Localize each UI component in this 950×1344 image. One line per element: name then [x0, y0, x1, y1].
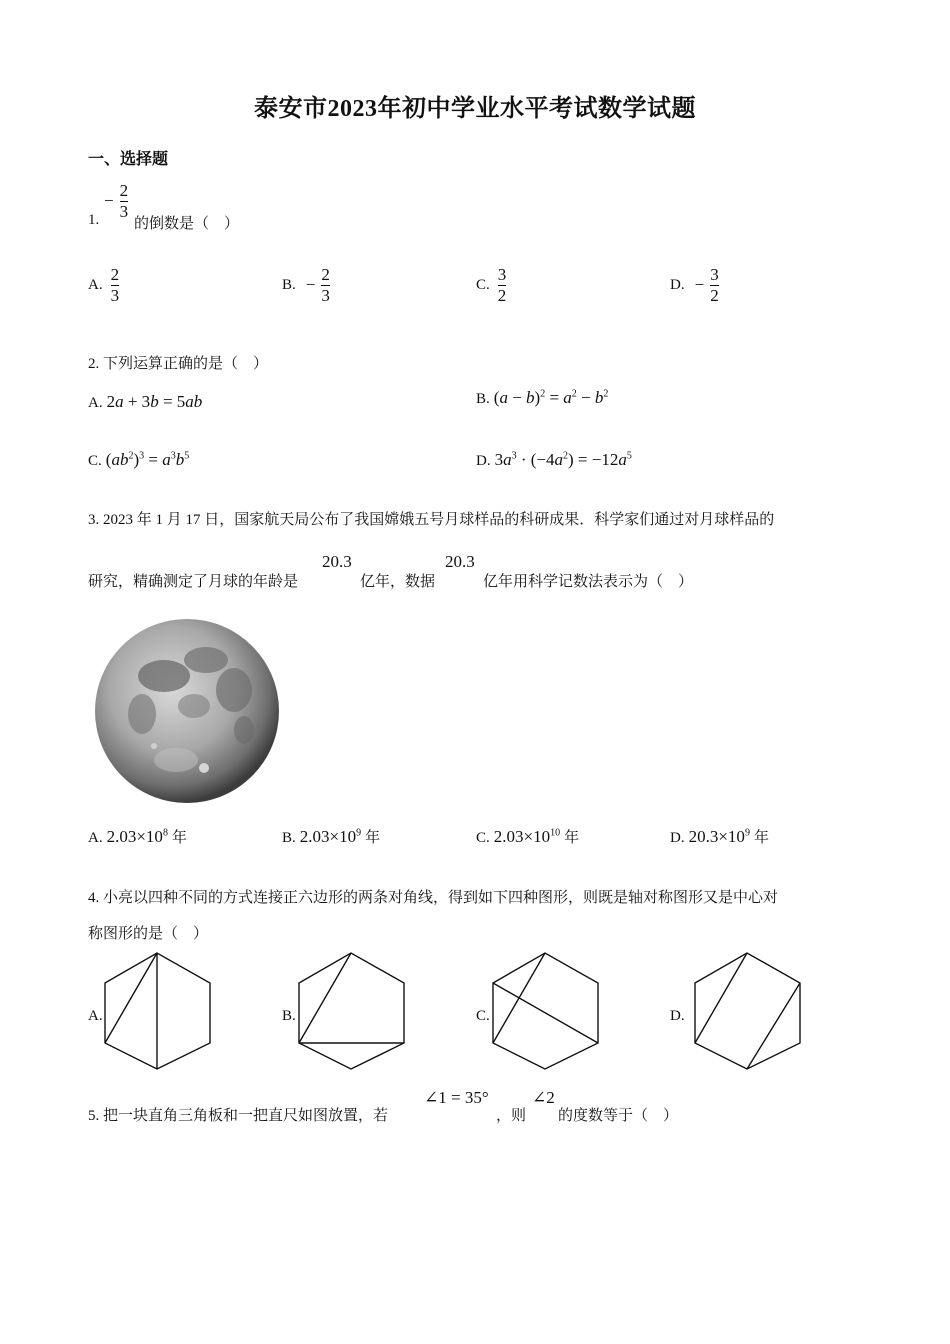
question-3-line-2a: 研究，精确测定了月球的年龄是 [88, 574, 299, 590]
question-3-line-2b: 亿年，数据 [360, 574, 436, 590]
hexagon-figure-c[interactable] [488, 950, 604, 1072]
section-heading: 一、选择题 [88, 151, 169, 168]
question-5-angle-2: ∠2 [532, 1088, 555, 1107]
question-5-angle-1: ∠1 = 35° [424, 1088, 489, 1107]
question-4-line-1: 4. 小亮以四种不同的方式连接正六边形的两条对角线，得到如下四种图形，则既是轴对称图形又是中心对 [88, 890, 779, 906]
question-1-fraction: − $\frac{2}{3}$ [104, 181, 129, 221]
question-3-value-1: 20.3 [322, 552, 352, 571]
q2-option-c[interactable]: C. $(ab^2)^3 = a^3b^5$ [88, 450, 190, 469]
question-4-line-2: 称图形的是（ ） [88, 926, 209, 942]
q2-option-d[interactable]: D. $3a^3 \cdot (-4a^2) = -12a^5$ [476, 450, 632, 469]
q2-b-expression: $(a - b)^2 = a^2 - b^2$ [493, 388, 609, 407]
q4-label-b[interactable]: B. [282, 1008, 296, 1024]
question-1-text: 的倒数是（ ） [134, 216, 240, 232]
q2-a-expression: 2a + 3b = 5ab [106, 392, 203, 411]
question-2-text: 2. 下列运算正确的是（ ） [88, 356, 269, 372]
hexagon-figure-b[interactable] [294, 950, 410, 1072]
question-5-text-a: 5. 把一块直角三角板和一把直尺如图放置，若 [88, 1108, 389, 1124]
question-5-text-c: 的度数等于（ ） [558, 1108, 679, 1124]
q3-option-c[interactable]: C. $2.03\times 10^{10}$ 年 [476, 827, 580, 846]
question-3-value-2: 20.3 [445, 552, 475, 571]
question-3-line-2c: 亿年用科学记数法表示为（ ） [483, 574, 694, 590]
hexagon-figure-d[interactable] [690, 950, 806, 1072]
q2-option-a[interactable]: A. 2a + 3b = 5ab [88, 392, 203, 411]
q1-option-a[interactable]: A. $\frac{2}{3}$ [88, 265, 120, 305]
q2-option-b[interactable]: B. $(a - b)^2 = a^2 - b^2$ [476, 388, 609, 407]
q3-option-d[interactable]: D. $20.3\times 10^9$ 年 [670, 827, 769, 846]
q3-option-a[interactable]: A. $2.03\times 10^8$ 年 [88, 827, 187, 846]
q3-option-b[interactable]: B. $2.03\times 10^9$ 年 [282, 827, 381, 846]
question-5-text-b: ，则 [496, 1108, 527, 1124]
q1-option-b[interactable]: B. − $\frac{2}{3}$ [282, 265, 330, 305]
q4-label-c[interactable]: C. [476, 1008, 490, 1024]
moon-image [94, 618, 280, 804]
hexagon-figure-a[interactable] [100, 950, 216, 1072]
q4-label-d[interactable]: D. [670, 1008, 685, 1024]
q2-c-expression: $(ab^2)^3 = a^3b^5$ [105, 450, 190, 469]
question-3-line-1: 3. 2023 年 1 月 17 日，国家航天局公布了我国嫦娥五号月球样品的科研成果．科学家们通过对月球样品的 [88, 512, 775, 528]
q2-d-expression: $3a^3 \cdot (-4a^2) = -12a^5$ [494, 450, 632, 469]
q1-option-c[interactable]: C. $\frac{3}{2}$ [476, 265, 507, 305]
question-1-number: 1. [88, 212, 100, 228]
q4-label-a[interactable]: A. [88, 1008, 103, 1024]
page-title: 泰安市2023年初中学业水平考试数学试题 [254, 96, 696, 122]
q1-option-d[interactable]: D. − $\frac{3}{2}$ [670, 265, 719, 305]
